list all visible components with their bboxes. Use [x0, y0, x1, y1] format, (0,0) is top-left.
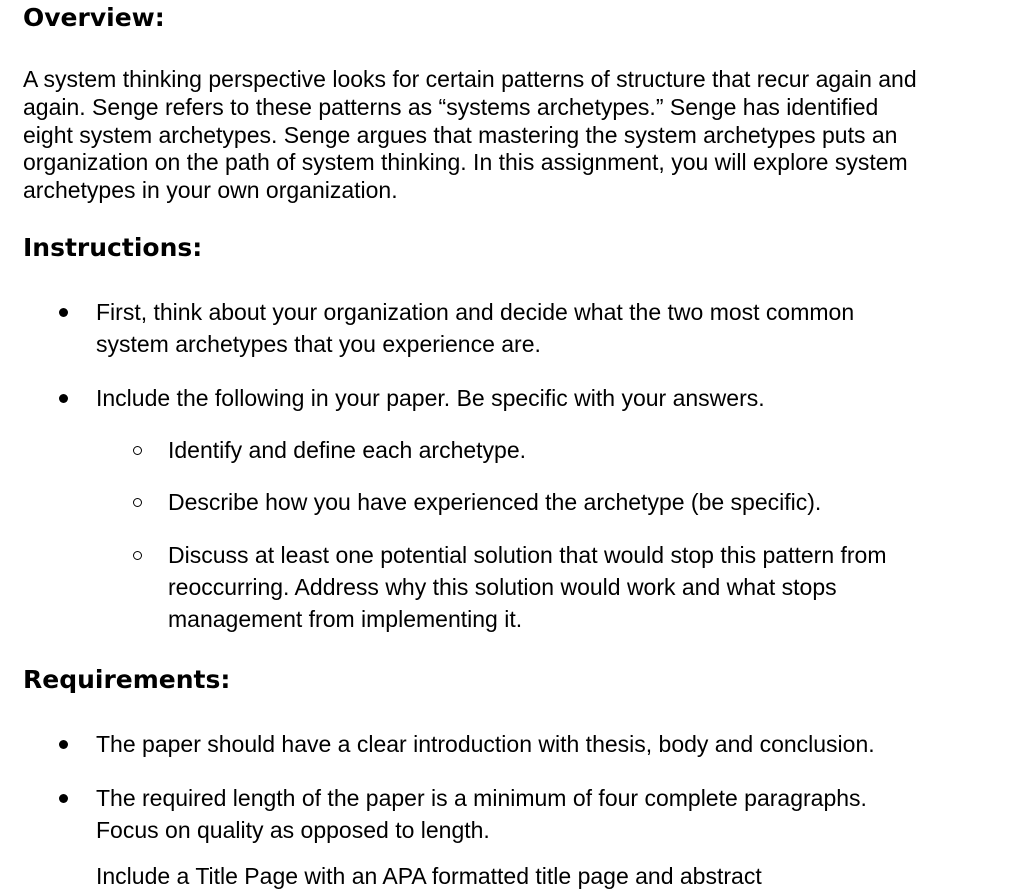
hollow-bullet-icon — [133, 498, 142, 507]
instructions-sub-item — [168, 539, 968, 635]
bullet-text-line: First, think about your organization and decide what the two most common — [96, 299, 855, 325]
sub-item-text-line: reoccurring. Address why this solution would work and what stops — [168, 574, 837, 600]
bullet-dot-icon — [59, 308, 68, 317]
requirements-bullet-item — [96, 782, 976, 846]
requirements-heading: Requirements: — [23, 665, 231, 694]
sub-item-text-line: management from implementing it. — [168, 606, 523, 632]
overview-line: A system thinking perspective looks for certain patterns of structure that recur again and — [23, 66, 917, 92]
sub-item-text-line: Identify and define each archetype. — [168, 437, 527, 463]
bullet-text-line: The paper should have a clear introduction with thesis, body and conclusion. — [96, 731, 875, 757]
instructions-bullet-item — [96, 296, 976, 360]
bullet-text-line: Focus on quality as opposed to length. — [96, 817, 490, 843]
requirements-bullet-item — [96, 728, 976, 760]
overview-line: archetypes in your own organization. — [23, 177, 398, 204]
sub-item-text-line: Discuss at least one potential solution that would stop this pattern from — [168, 542, 887, 568]
partially-visible-line — [96, 860, 762, 889]
overview-heading: Overview: — [23, 3, 165, 32]
hollow-bullet-icon — [133, 551, 142, 560]
instructions-bullet-item — [96, 382, 976, 414]
overview-paragraph — [23, 66, 988, 205]
bullet-text-line: The required length of the paper is a minimum of four complete paragraphs. — [96, 785, 867, 811]
overview-line: eight system archetypes. Senge argues that mastering the system archetypes puts an — [23, 121, 898, 148]
sub-item-text-line: Describe how you have experienced the archetype (be specific). — [168, 489, 822, 515]
bullet-dot-icon — [59, 794, 68, 803]
partially-visible-text: Include a Title Page with an APA formatted title page and abstract — [96, 863, 762, 889]
overview-line: again. Senge refers to these patterns as “systems archetypes.” Senge has identified — [23, 93, 879, 120]
instructions-sub-item — [168, 434, 968, 466]
bullet-dot-icon — [59, 740, 68, 749]
hollow-bullet-icon — [133, 446, 142, 455]
instructions-sub-item — [168, 486, 968, 518]
overview-line: organization on the path of system thinking. In this assignment, you will explore system — [23, 149, 908, 176]
bullet-text-line: system archetypes that you experience are. — [96, 331, 541, 357]
instructions-heading: Instructions: — [23, 233, 203, 262]
bullet-dot-icon — [59, 394, 68, 403]
bullet-text-line: Include the following in your paper. Be specific with your answers. — [96, 385, 765, 411]
